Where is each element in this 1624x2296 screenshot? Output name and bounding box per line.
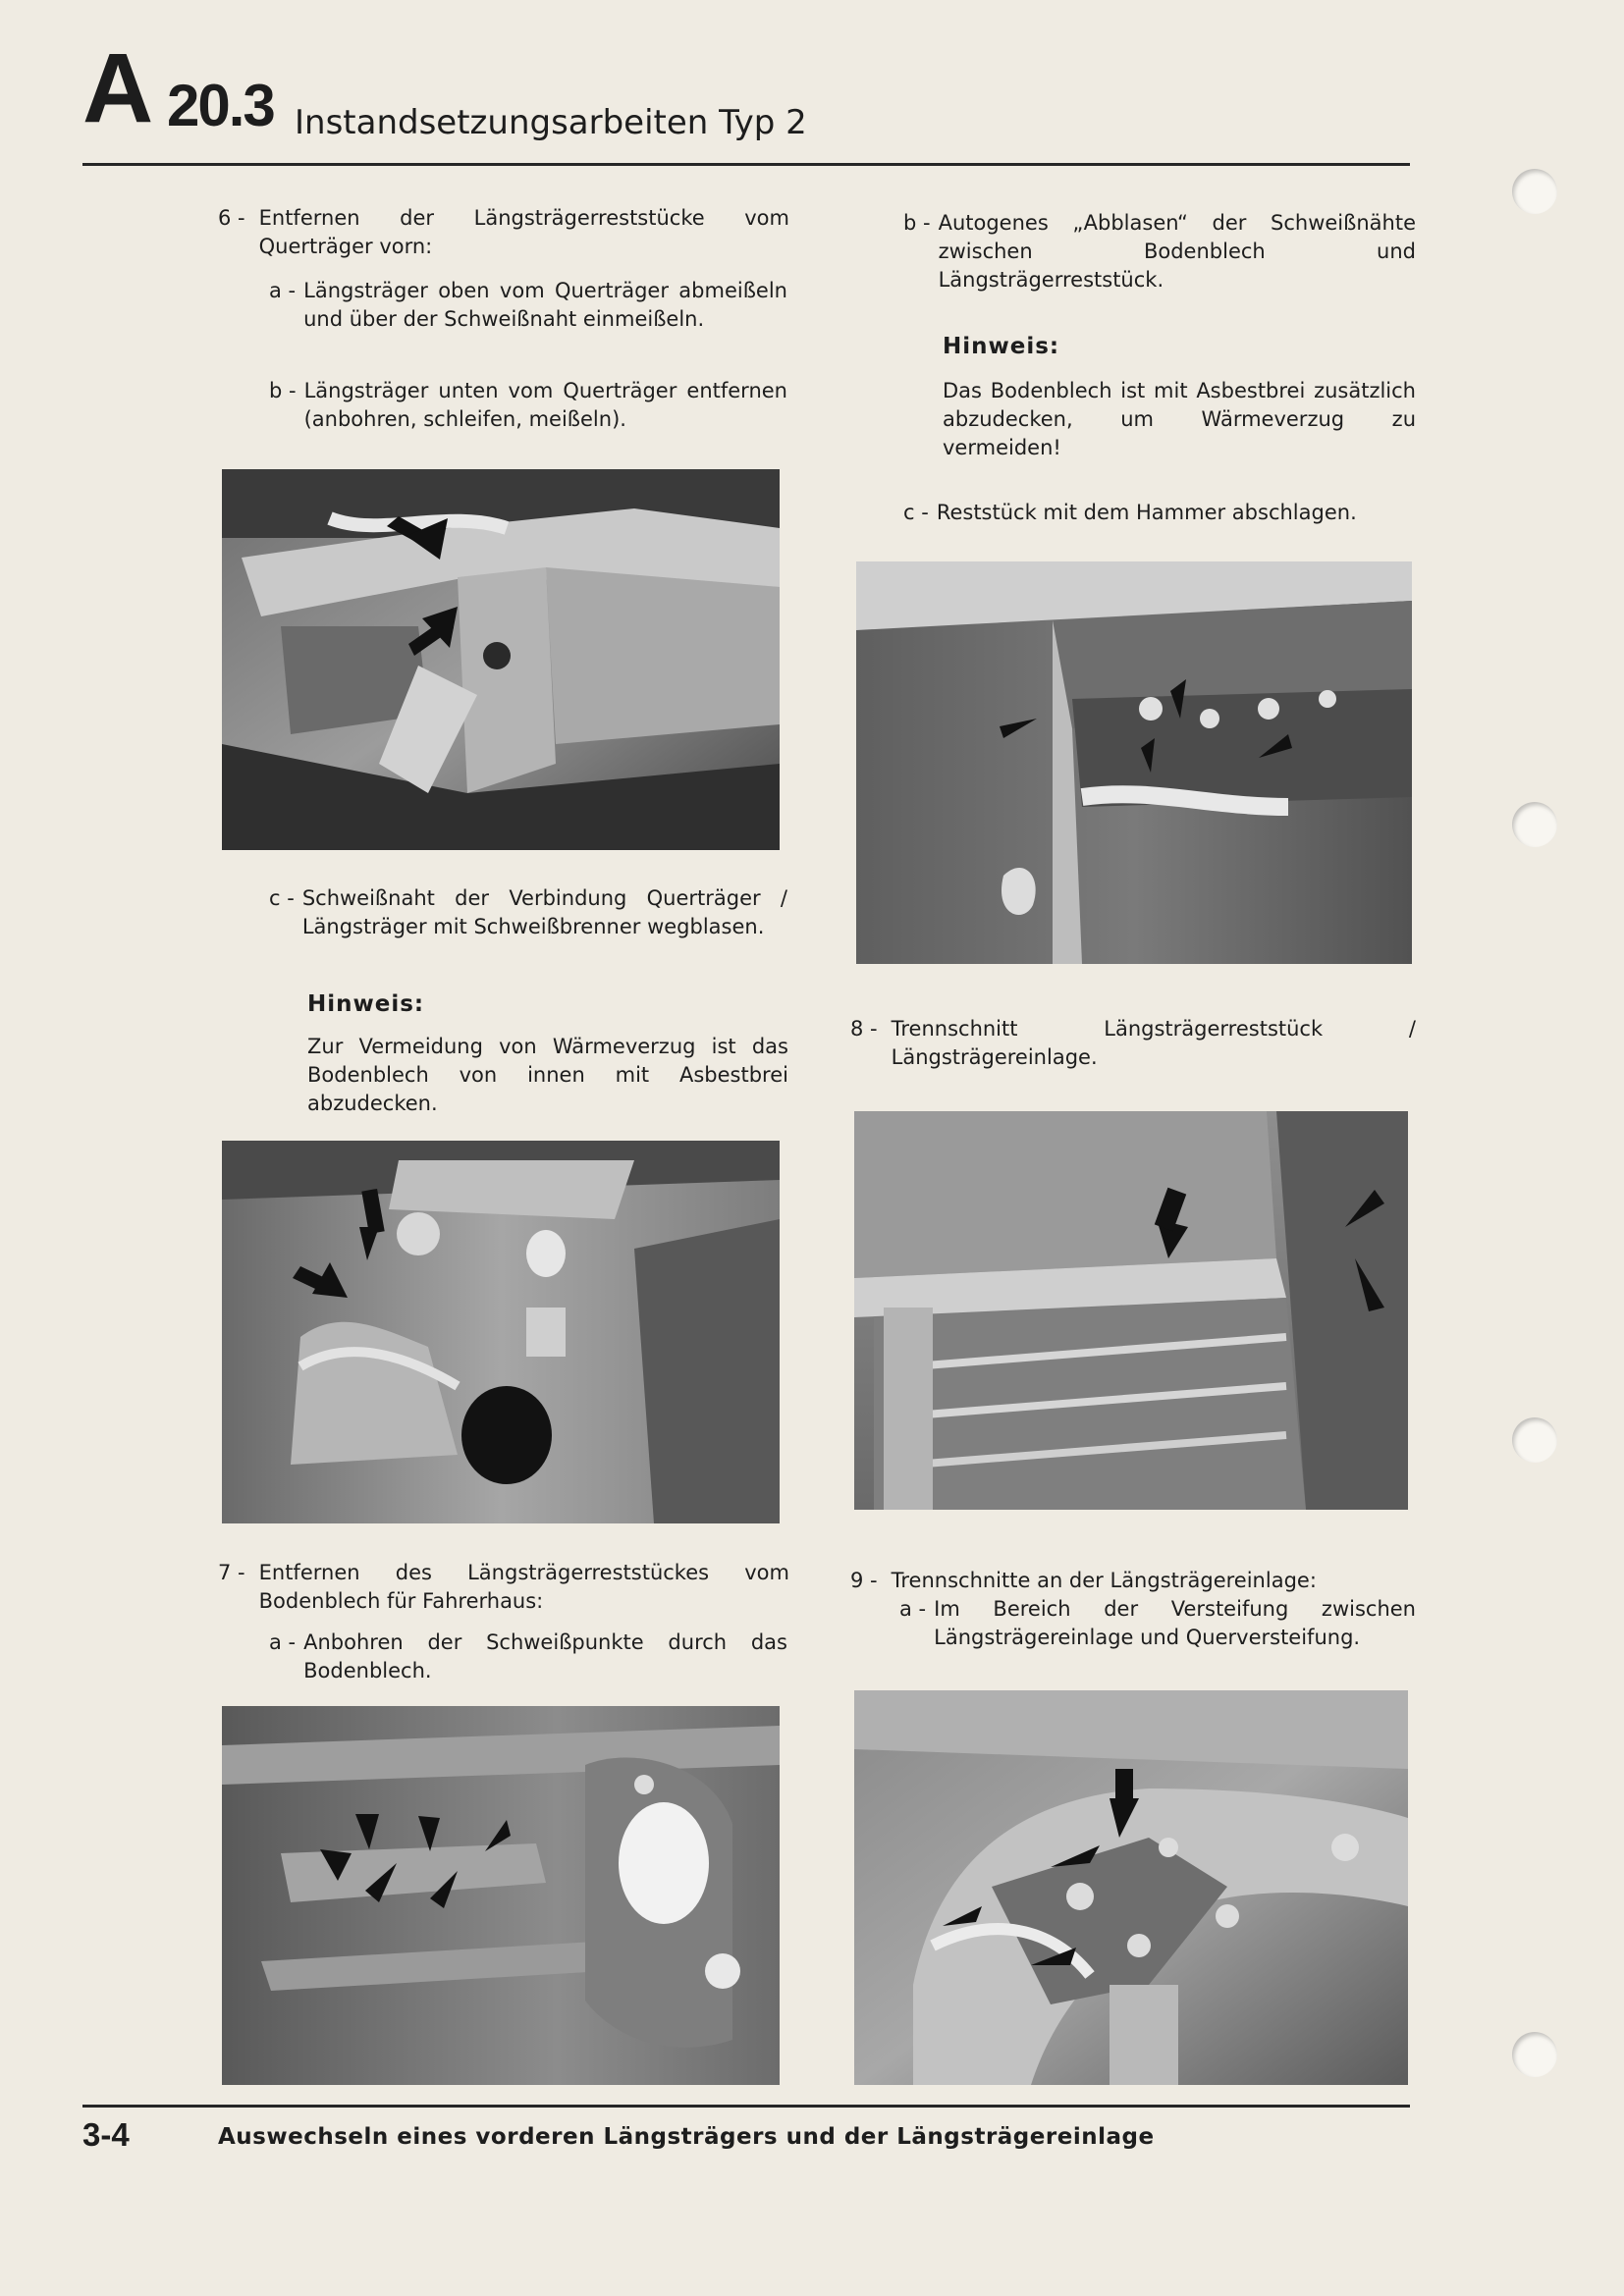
sub-step-label: a -	[899, 1597, 927, 1621]
section-letter: A	[82, 33, 150, 143]
step-9a	[899, 1595, 1416, 1652]
step-text: Entfernen des Längsträgerreststückes vom Bodenblech für Fahrerhaus:	[258, 1561, 789, 1613]
step-number: 8 -	[850, 1017, 878, 1041]
note-heading: Hinweis:	[943, 334, 1060, 359]
photo-separating-cut-arrows	[854, 1111, 1408, 1510]
note-text: Das Bodenblech ist mit Asbestbrei zusätzlich abzudecken, um Wärmeverzug zu vermeiden!	[943, 379, 1416, 459]
step-7	[218, 1559, 789, 1616]
step-7c	[903, 499, 1416, 527]
step-6	[218, 204, 789, 261]
step-number: 7 -	[218, 1561, 245, 1584]
sub-step-text: Autogenes „Abblasen“ der Schweißnähte zwischen Bodenblech und Längsträgerreststück.	[938, 211, 1416, 292]
note-text: Zur Vermeidung von Wärmeverzug ist das Bodenblech von innen mit Asbestbrei abzudecken.	[307, 1035, 788, 1115]
note-heading: Hinweis:	[307, 991, 425, 1017]
step-6c	[269, 884, 787, 941]
page-title: Instandsetzungsarbeiten Typ 2	[295, 103, 807, 142]
photo-weld-seam-arrows	[222, 1141, 780, 1523]
binder-hole	[1512, 169, 1557, 214]
step-6a	[269, 277, 787, 334]
photo-remnant-removal-arrows	[856, 561, 1412, 964]
sub-step-label: c -	[903, 501, 929, 524]
step-number: 6 -	[218, 206, 245, 230]
sub-step-text: Längsträger unten vom Querträger entfernen (anbohren, schleifen, meißeln).	[303, 379, 787, 431]
step-number: 9 -	[850, 1569, 878, 1592]
step-text: Trennschnitte an der Längsträgereinlage:	[891, 1569, 1317, 1592]
sub-step-label: b -	[903, 211, 931, 235]
sub-step-label: b -	[269, 379, 297, 402]
binder-hole	[1512, 1417, 1557, 1463]
footer-title: Auswechseln eines vorderen Längsträgers und der Längsträgereinlage	[218, 2124, 1155, 2150]
binder-hole	[1512, 2032, 1557, 2077]
sub-step-text: Anbohren der Schweißpunkte durch das Bodenblech.	[303, 1630, 787, 1682]
sub-step-text: Schweißnaht der Verbindung Querträger / Längsträger mit Schweißbrenner wegblasen.	[301, 886, 787, 938]
sub-step-text: Längsträger oben vom Querträger abmeißeln und über der Schweißnaht einmeißeln.	[303, 279, 787, 331]
sub-step-label: c -	[269, 886, 295, 910]
sub-step-label: a -	[269, 1630, 297, 1654]
sub-step-text: Reststück mit dem Hammer abschlagen.	[936, 501, 1357, 524]
step-6b	[269, 377, 787, 434]
section-number: 20.3	[167, 73, 274, 138]
step-text: Trennschnitt Längsträgerreststück / Längsträgereinlage.	[891, 1017, 1416, 1069]
step-8	[850, 1015, 1416, 1072]
step-9	[850, 1567, 1416, 1595]
step-7b	[903, 209, 1416, 294]
photo-spot-welds-arrows	[222, 1706, 780, 2085]
sub-step-label: a -	[269, 279, 297, 302]
page-number: 3-4	[82, 2116, 130, 2153]
photo-reinforcement-cuts-arrows	[854, 1690, 1408, 2085]
header-rule	[82, 163, 1410, 166]
photo-crossmember-arrows	[222, 469, 780, 850]
step-text: Entfernen der Längsträgerreststücke vom Querträger vorn:	[258, 206, 789, 258]
binder-hole	[1512, 802, 1557, 847]
step-7a	[269, 1629, 787, 1685]
footer-rule	[82, 2105, 1410, 2108]
sub-step-text: Im Bereich der Versteifung zwischen Längsträgereinlage und Querversteifung.	[934, 1597, 1416, 1649]
